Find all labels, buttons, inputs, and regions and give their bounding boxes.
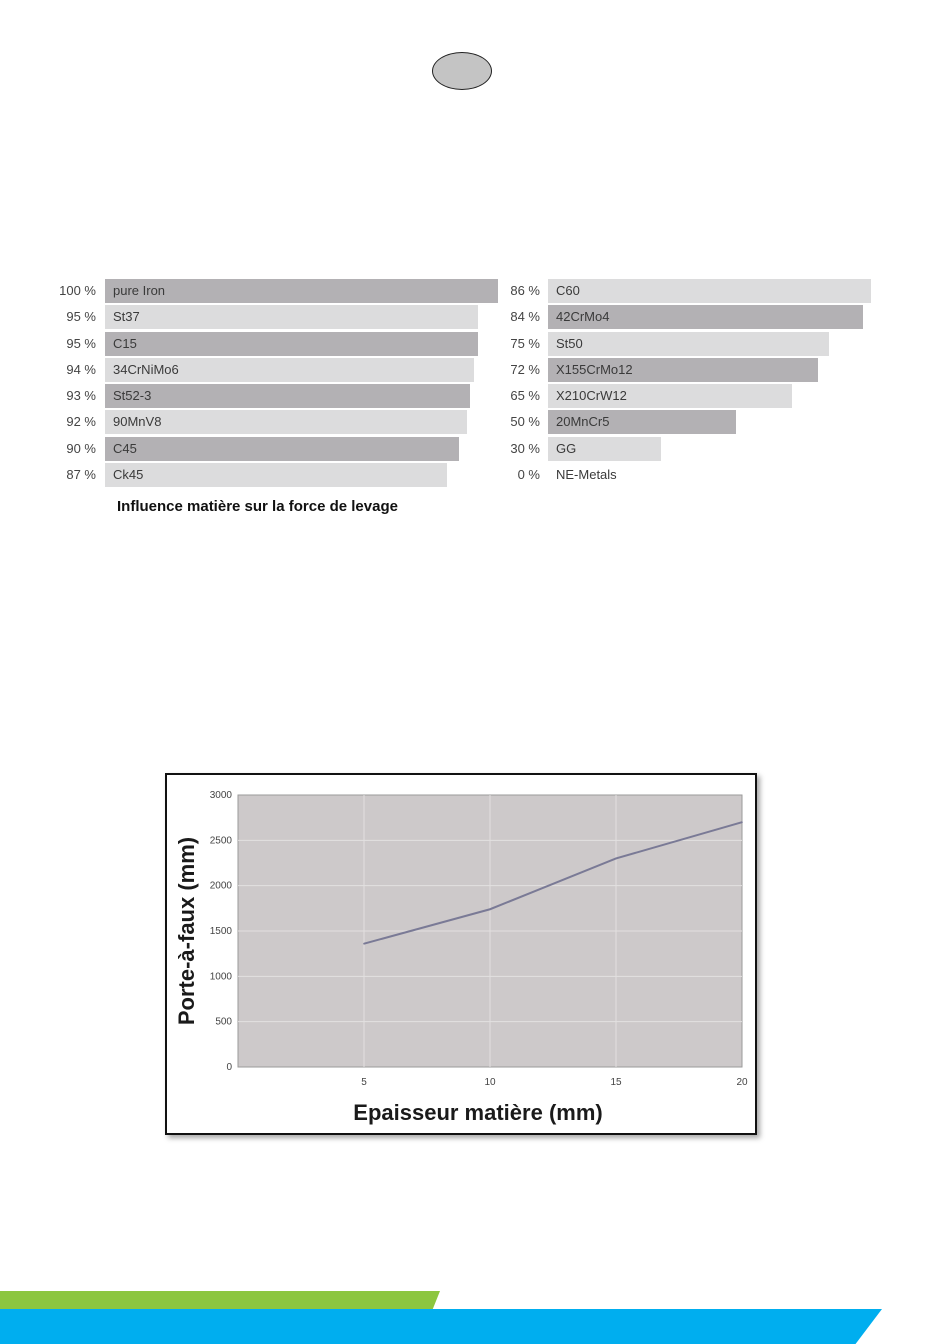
material-percent: 87 % bbox=[66, 467, 96, 483]
material-row bbox=[50, 463, 470, 489]
x-tick-label: 10 bbox=[484, 1077, 496, 1088]
footer-blue-band bbox=[0, 1309, 882, 1344]
bar-chart-caption: Influence matière sur la force de levage bbox=[117, 498, 398, 515]
material-bar bbox=[105, 305, 478, 329]
x-tick-label: 20 bbox=[736, 1077, 748, 1088]
page-number-badge bbox=[432, 52, 492, 90]
material-row bbox=[494, 384, 914, 410]
material-name: C60 bbox=[556, 283, 580, 298]
data-point bbox=[363, 943, 365, 945]
material-percent: 92 % bbox=[66, 414, 96, 430]
material-percent: 75 % bbox=[510, 335, 540, 351]
y-tick-label: 2000 bbox=[209, 880, 232, 892]
material-percent: 100 % bbox=[59, 283, 96, 298]
material-percent: 95 % bbox=[66, 335, 96, 351]
x-tick-label: 5 bbox=[361, 1077, 367, 1088]
material-name: C45 bbox=[113, 440, 137, 456]
material-row bbox=[494, 437, 914, 463]
x-axis-title: Epaisseur matière (mm) bbox=[353, 1100, 603, 1125]
material-percent: 0 % bbox=[517, 467, 540, 483]
data-point bbox=[741, 821, 743, 823]
material-bar bbox=[105, 437, 459, 461]
material-name: St37 bbox=[113, 309, 140, 325]
material-name: X155CrMo12 bbox=[556, 361, 633, 377]
material-row bbox=[494, 305, 914, 331]
material-row bbox=[50, 358, 470, 384]
material-percent: 94 % bbox=[66, 361, 96, 377]
y-tick-label: 3000 bbox=[209, 790, 232, 801]
y-tick-label: 0 bbox=[226, 1062, 232, 1073]
material-percent: 95 % bbox=[66, 309, 96, 325]
material-name: 42CrMo4 bbox=[556, 309, 610, 325]
material-row bbox=[50, 437, 470, 463]
material-bar bbox=[105, 463, 447, 487]
material-row bbox=[50, 332, 470, 358]
material-row bbox=[494, 410, 914, 436]
material-percent: 93 % bbox=[66, 388, 96, 404]
material-bar bbox=[105, 332, 478, 356]
material-row bbox=[50, 279, 470, 305]
overhang-chart bbox=[165, 773, 757, 1135]
material-bars-right bbox=[494, 279, 914, 489]
material-percent: 72 % bbox=[510, 361, 540, 377]
material-name: Ck45 bbox=[113, 467, 144, 483]
material-bars-left bbox=[50, 279, 470, 489]
material-percent: 65 % bbox=[510, 388, 540, 404]
material-name: GG bbox=[556, 440, 577, 456]
material-name: 34CrNiMo6 bbox=[113, 361, 179, 377]
x-tick-label: 15 bbox=[610, 1077, 622, 1088]
material-percent: 84 % bbox=[510, 309, 540, 325]
material-row bbox=[494, 279, 914, 305]
material-bar bbox=[548, 279, 871, 303]
material-name: pure Iron bbox=[113, 283, 166, 298]
material-percent: 50 % bbox=[510, 414, 540, 430]
material-percent: 30 % bbox=[510, 440, 540, 456]
y-tick-label: 2500 bbox=[209, 835, 232, 847]
material-name: 90MnV8 bbox=[113, 414, 162, 430]
data-point bbox=[615, 858, 617, 860]
material-name: NE-Metals bbox=[556, 467, 617, 483]
material-percent: 90 % bbox=[66, 440, 96, 456]
material-name: 20MnCr5 bbox=[556, 414, 610, 430]
material-name: St50 bbox=[556, 335, 583, 351]
material-row bbox=[494, 463, 914, 489]
material-name: St52-3 bbox=[113, 388, 152, 404]
material-row bbox=[494, 358, 914, 384]
material-row bbox=[50, 305, 470, 331]
y-tick-label: 1000 bbox=[209, 971, 232, 983]
material-row bbox=[50, 410, 470, 436]
data-point bbox=[489, 908, 491, 910]
material-bar bbox=[548, 332, 829, 356]
material-row bbox=[494, 332, 914, 358]
y-tick-label: 1500 bbox=[209, 926, 232, 937]
material-percent: 86 % bbox=[510, 283, 540, 298]
material-row bbox=[50, 384, 470, 410]
material-name: X210CrW12 bbox=[556, 388, 627, 404]
material-bar bbox=[105, 384, 470, 408]
overhang-chart-svg bbox=[167, 775, 755, 1133]
y-tick-label: 500 bbox=[215, 1016, 232, 1028]
y-axis-title: Porte-à-faux (mm) bbox=[174, 836, 199, 1026]
material-name: C15 bbox=[113, 335, 137, 351]
